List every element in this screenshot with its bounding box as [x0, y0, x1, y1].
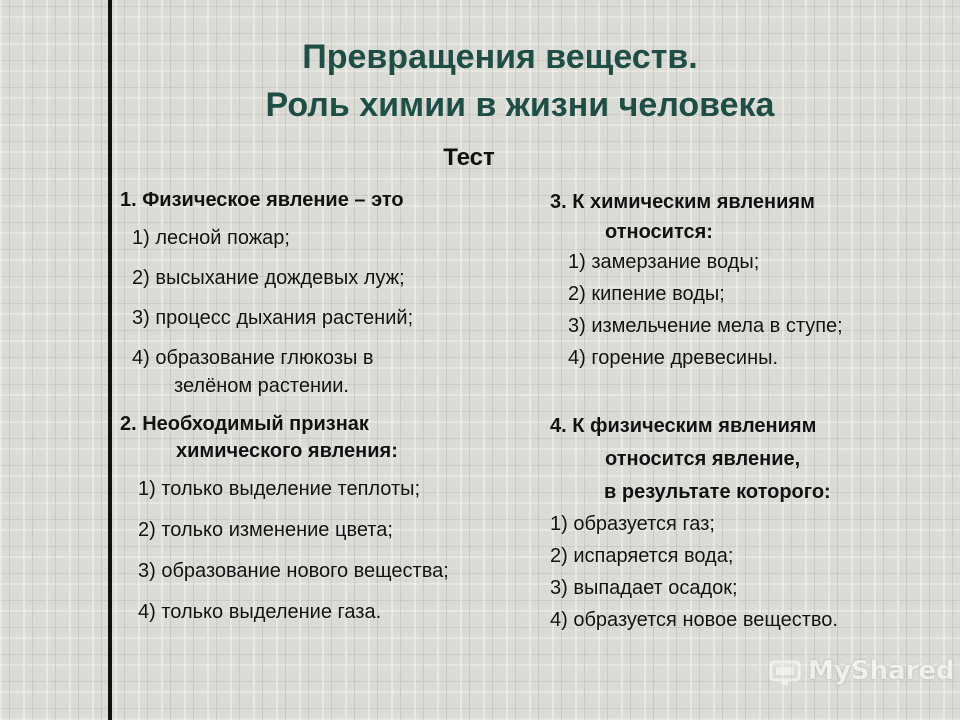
watermark: [768, 654, 955, 688]
question-1-option: 4) образование глюкозы в: [132, 347, 374, 369]
question-3-option: 1) замерзание воды;: [568, 251, 760, 273]
question-2-heading: 2. Необходимый признак: [120, 413, 369, 435]
question-1-option: 3) процесс дыхания растений;: [132, 307, 414, 329]
question-2-heading-cont: химического явления:: [176, 440, 398, 462]
test-subtitle: Тест: [443, 144, 495, 171]
watermark-text: MyShared: [808, 656, 955, 686]
question-4-heading-cont: относится явление,: [605, 448, 801, 470]
projector-icon: [768, 654, 802, 688]
question-1-option-continuation: зелёном растении.: [174, 375, 349, 397]
question-4-option: 3) выпадает осадок;: [550, 577, 738, 599]
page-title-line2: Роль химии в жизни человека: [265, 86, 775, 124]
question-4-heading-cont: в результате которого:: [604, 481, 831, 503]
question-1-option: 2) высыхание дождевых луж;: [132, 267, 405, 289]
question-1: [120, 188, 413, 398]
question-4-option: 2) испаряется вода;: [550, 545, 734, 567]
question-2: [120, 412, 449, 624]
question-3-option: 3) измельчение мела в ступе;: [568, 315, 843, 337]
question-4-option: 4) образуется новое вещество.: [550, 609, 838, 631]
question-4-heading: 4. К физическим явлениям: [550, 415, 817, 437]
question-3: [550, 190, 843, 370]
question-2-option: 3) образование нового вещества;: [138, 560, 449, 582]
question-2-option: 1) только выделение теплоты;: [138, 478, 421, 500]
question-1-heading: 1. Физическое явление – это: [120, 189, 404, 211]
question-3-option: 4) горение древесины.: [568, 347, 779, 369]
question-4-option: 1) образуется газ;: [550, 513, 715, 535]
question-3-option: 2) кипение воды;: [568, 283, 725, 305]
page-title-line1: Превращения веществ.: [302, 38, 698, 76]
question-1-option: 1) лесной пожар;: [132, 227, 290, 249]
question-2-option: 2) только изменение цвета;: [138, 519, 393, 541]
question-3-heading: 3. К химическим явлениям: [550, 191, 815, 213]
question-4: [550, 414, 838, 632]
question-3-heading-cont: относится:: [605, 221, 713, 243]
question-2-option: 4) только выделение газа.: [138, 601, 382, 623]
